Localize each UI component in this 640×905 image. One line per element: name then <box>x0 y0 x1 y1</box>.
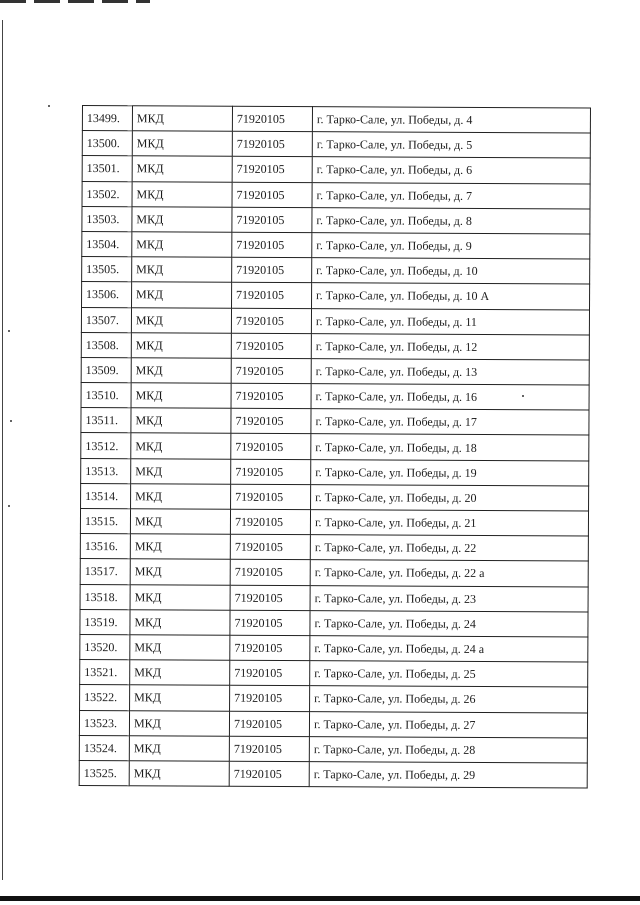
address-cell: г. Тарко-Сале, ул. Победы, д. 8 <box>312 207 590 234</box>
row-number-cell: 13500. <box>82 131 132 156</box>
object-type-cell: МКД <box>130 584 230 610</box>
address-cell: г. Тарко-Сале, ул. Победы, д. 25 <box>310 661 588 688</box>
address-cell: г. Тарко-Сале, ул. Победы, д. 24 <box>310 610 588 637</box>
oktmo-code-cell: 71920105 <box>231 408 311 434</box>
object-type-cell: МКД <box>130 660 230 686</box>
oktmo-code-cell: 71920105 <box>230 560 310 586</box>
oktmo-code-cell: 71920105 <box>231 383 311 409</box>
object-type-cell: МКД <box>132 206 232 232</box>
table-row <box>82 282 590 310</box>
address-cell: г. Тарко-Сале, ул. Победы, д. 10 <box>312 258 590 285</box>
row-number-cell: 13515. <box>80 508 130 533</box>
object-type-cell: МКД <box>129 710 229 736</box>
address-cell: г. Тарко-Сале, ул. Победы, д. 28 <box>309 736 587 763</box>
scan-speck <box>8 505 10 507</box>
row-number-cell: 13522. <box>80 685 130 710</box>
row-number-cell: 13514. <box>81 483 131 508</box>
oktmo-code-cell: 71920105 <box>232 182 312 208</box>
oktmo-code-cell: 71920105 <box>231 484 311 510</box>
row-number-cell: 13506. <box>82 282 132 307</box>
table-row <box>80 508 588 536</box>
scan-speck <box>48 105 50 107</box>
address-cell: г. Тарко-Сале, ул. Победы, д. 10 А <box>312 283 590 310</box>
object-type-cell: МКД <box>131 383 231 409</box>
object-type-cell: МКД <box>132 282 232 308</box>
register-table-body <box>79 106 590 789</box>
oktmo-code-cell: 71920105 <box>232 283 312 309</box>
table-row <box>81 357 589 385</box>
table-row <box>80 634 588 662</box>
address-cell: г. Тарко-Сале, ул. Победы, д. 24 а <box>310 636 588 663</box>
oktmo-code-cell: 71920105 <box>230 585 310 611</box>
object-type-cell: МКД <box>132 232 232 258</box>
table-row <box>80 584 588 612</box>
table-row <box>80 685 588 713</box>
table-row <box>81 458 589 486</box>
table-row <box>81 332 589 360</box>
oktmo-code-cell: 71920105 <box>230 686 310 712</box>
row-number-cell: 13508. <box>81 332 131 357</box>
address-register-table <box>79 105 591 789</box>
row-number-cell: 13499. <box>82 106 132 131</box>
address-cell: г. Тарко-Сале, ул. Победы, д. 4 <box>312 107 590 134</box>
row-number-cell: 13503. <box>82 206 132 231</box>
oktmo-code-cell: 71920105 <box>229 711 309 737</box>
object-type-cell: МКД <box>131 484 231 510</box>
row-number-cell: 13519. <box>80 609 130 634</box>
scan-top-marks <box>0 0 150 3</box>
table-row <box>81 433 589 461</box>
row-number-cell: 13524. <box>79 735 129 760</box>
row-number-cell: 13525. <box>79 760 129 785</box>
oktmo-code-cell: 71920105 <box>232 257 312 283</box>
oktmo-code-cell: 71920105 <box>232 232 312 258</box>
table-row <box>82 257 590 285</box>
object-type-cell: МКД <box>130 635 230 661</box>
table-row <box>81 383 589 411</box>
object-type-cell: МКД <box>130 559 230 585</box>
table-row <box>81 307 589 335</box>
object-type-cell: МКД <box>130 609 230 635</box>
row-number-cell: 13523. <box>79 710 129 735</box>
oktmo-code-cell: 71920105 <box>230 635 310 661</box>
address-cell: г. Тарко-Сале, ул. Победы, д. 22 <box>310 535 588 562</box>
address-cell: г. Тарко-Сале, ул. Победы, д. 17 <box>311 409 589 436</box>
object-type-cell: МКД <box>131 358 231 384</box>
row-number-cell: 13504. <box>82 231 132 256</box>
row-number-cell: 13501. <box>82 156 132 181</box>
address-cell: г. Тарко-Сале, ул. Победы, д. 22 а <box>310 560 588 587</box>
row-number-cell: 13502. <box>82 181 132 206</box>
oktmo-code-cell: 71920105 <box>231 333 311 359</box>
object-type-cell: МКД <box>132 156 232 182</box>
object-type-cell: МКД <box>129 761 229 787</box>
address-cell: г. Тарко-Сале, ул. Победы, д. 6 <box>312 157 590 184</box>
object-type-cell: МКД <box>130 509 230 535</box>
oktmo-code-cell: 71920105 <box>232 207 312 233</box>
oktmo-code-cell: 71920105 <box>230 610 310 636</box>
row-number-cell: 13520. <box>80 634 130 659</box>
oktmo-code-cell: 71920105 <box>230 509 310 535</box>
address-cell: г. Тарко-Сале, ул. Победы, д. 5 <box>312 132 590 159</box>
table-row <box>80 559 588 587</box>
object-type-cell: МКД <box>131 458 231 484</box>
object-type-cell: МКД <box>129 735 229 761</box>
object-type-cell: МКД <box>131 332 231 358</box>
table-row <box>79 760 587 788</box>
oktmo-code-cell: 71920105 <box>231 459 311 485</box>
address-cell: г. Тарко-Сале, ул. Победы, д. 20 <box>311 484 589 511</box>
row-number-cell: 13517. <box>80 559 130 584</box>
row-number-cell: 13511. <box>81 408 131 433</box>
table-row <box>80 609 588 637</box>
table-row <box>81 483 589 511</box>
address-cell: г. Тарко-Сале, ул. Победы, д. 11 <box>311 308 589 335</box>
address-cell: г. Тарко-Сале, ул. Победы, д. 7 <box>312 182 590 209</box>
row-number-cell: 13507. <box>81 307 131 332</box>
address-cell: г. Тарко-Сале, ул. Победы, д. 29 <box>309 761 587 788</box>
oktmo-code-cell: 71920105 <box>231 358 311 384</box>
object-type-cell: МКД <box>132 106 232 132</box>
oktmo-code-cell: 71920105 <box>231 434 311 460</box>
row-number-cell: 13509. <box>81 357 131 382</box>
row-number-cell: 13521. <box>80 660 130 685</box>
table-row <box>79 710 587 738</box>
table-row <box>82 156 590 184</box>
table-row <box>79 735 587 763</box>
address-cell: г. Тарко-Сале, ул. Победы, д. 12 <box>311 333 589 360</box>
object-type-cell: МКД <box>130 685 230 711</box>
object-type-cell: МКД <box>131 408 231 434</box>
row-number-cell: 13518. <box>80 584 130 609</box>
scan-bottom-edge <box>0 896 640 901</box>
oktmo-code-cell: 71920105 <box>230 534 310 560</box>
oktmo-code-cell: 71920105 <box>232 131 312 157</box>
address-cell: г. Тарко-Сале, ул. Победы, д. 16 <box>311 384 589 411</box>
object-type-cell: МКД <box>130 534 230 560</box>
object-type-cell: МКД <box>131 307 231 333</box>
address-cell: г. Тарко-Сале, ул. Победы, д. 18 <box>311 434 589 461</box>
row-number-cell: 13516. <box>80 534 130 559</box>
oktmo-code-cell: 71920105 <box>231 308 311 334</box>
row-number-cell: 13505. <box>82 257 132 282</box>
address-cell: г. Тарко-Сале, ул. Победы, д. 27 <box>309 711 587 738</box>
oktmo-code-cell: 71920105 <box>229 761 309 787</box>
oktmo-code-cell: 71920105 <box>232 157 312 183</box>
table-row <box>82 181 590 209</box>
table-row <box>80 534 588 562</box>
scan-speck <box>8 330 10 332</box>
object-type-cell: МКД <box>131 433 231 459</box>
object-type-cell: МКД <box>132 257 232 283</box>
row-number-cell: 13510. <box>81 383 131 408</box>
table-row <box>82 106 590 134</box>
oktmo-code-cell: 71920105 <box>230 660 310 686</box>
address-cell: г. Тарко-Сале, ул. Победы, д. 26 <box>310 686 588 713</box>
address-cell: г. Тарко-Сале, ул. Победы, д. 23 <box>310 585 588 612</box>
address-cell: г. Тарко-Сале, ул. Победы, д. 13 <box>311 358 589 385</box>
row-number-cell: 13512. <box>81 433 131 458</box>
table-row <box>81 408 589 436</box>
oktmo-code-cell: 71920105 <box>232 106 312 132</box>
table-row <box>82 206 590 234</box>
object-type-cell: МКД <box>132 131 232 157</box>
row-number-cell: 13513. <box>81 458 131 483</box>
object-type-cell: МКД <box>132 181 232 207</box>
oktmo-code-cell: 71920105 <box>229 736 309 762</box>
address-cell: г. Тарко-Сале, ул. Победы, д. 21 <box>310 510 588 537</box>
table-row <box>80 660 588 688</box>
address-cell: г. Тарко-Сале, ул. Победы, д. 19 <box>311 459 589 486</box>
scan-speck <box>10 420 12 422</box>
table-row <box>82 231 590 259</box>
table-row <box>82 131 590 159</box>
scan-left-edge <box>2 20 3 880</box>
address-cell: г. Тарко-Сале, ул. Победы, д. 9 <box>312 233 590 260</box>
